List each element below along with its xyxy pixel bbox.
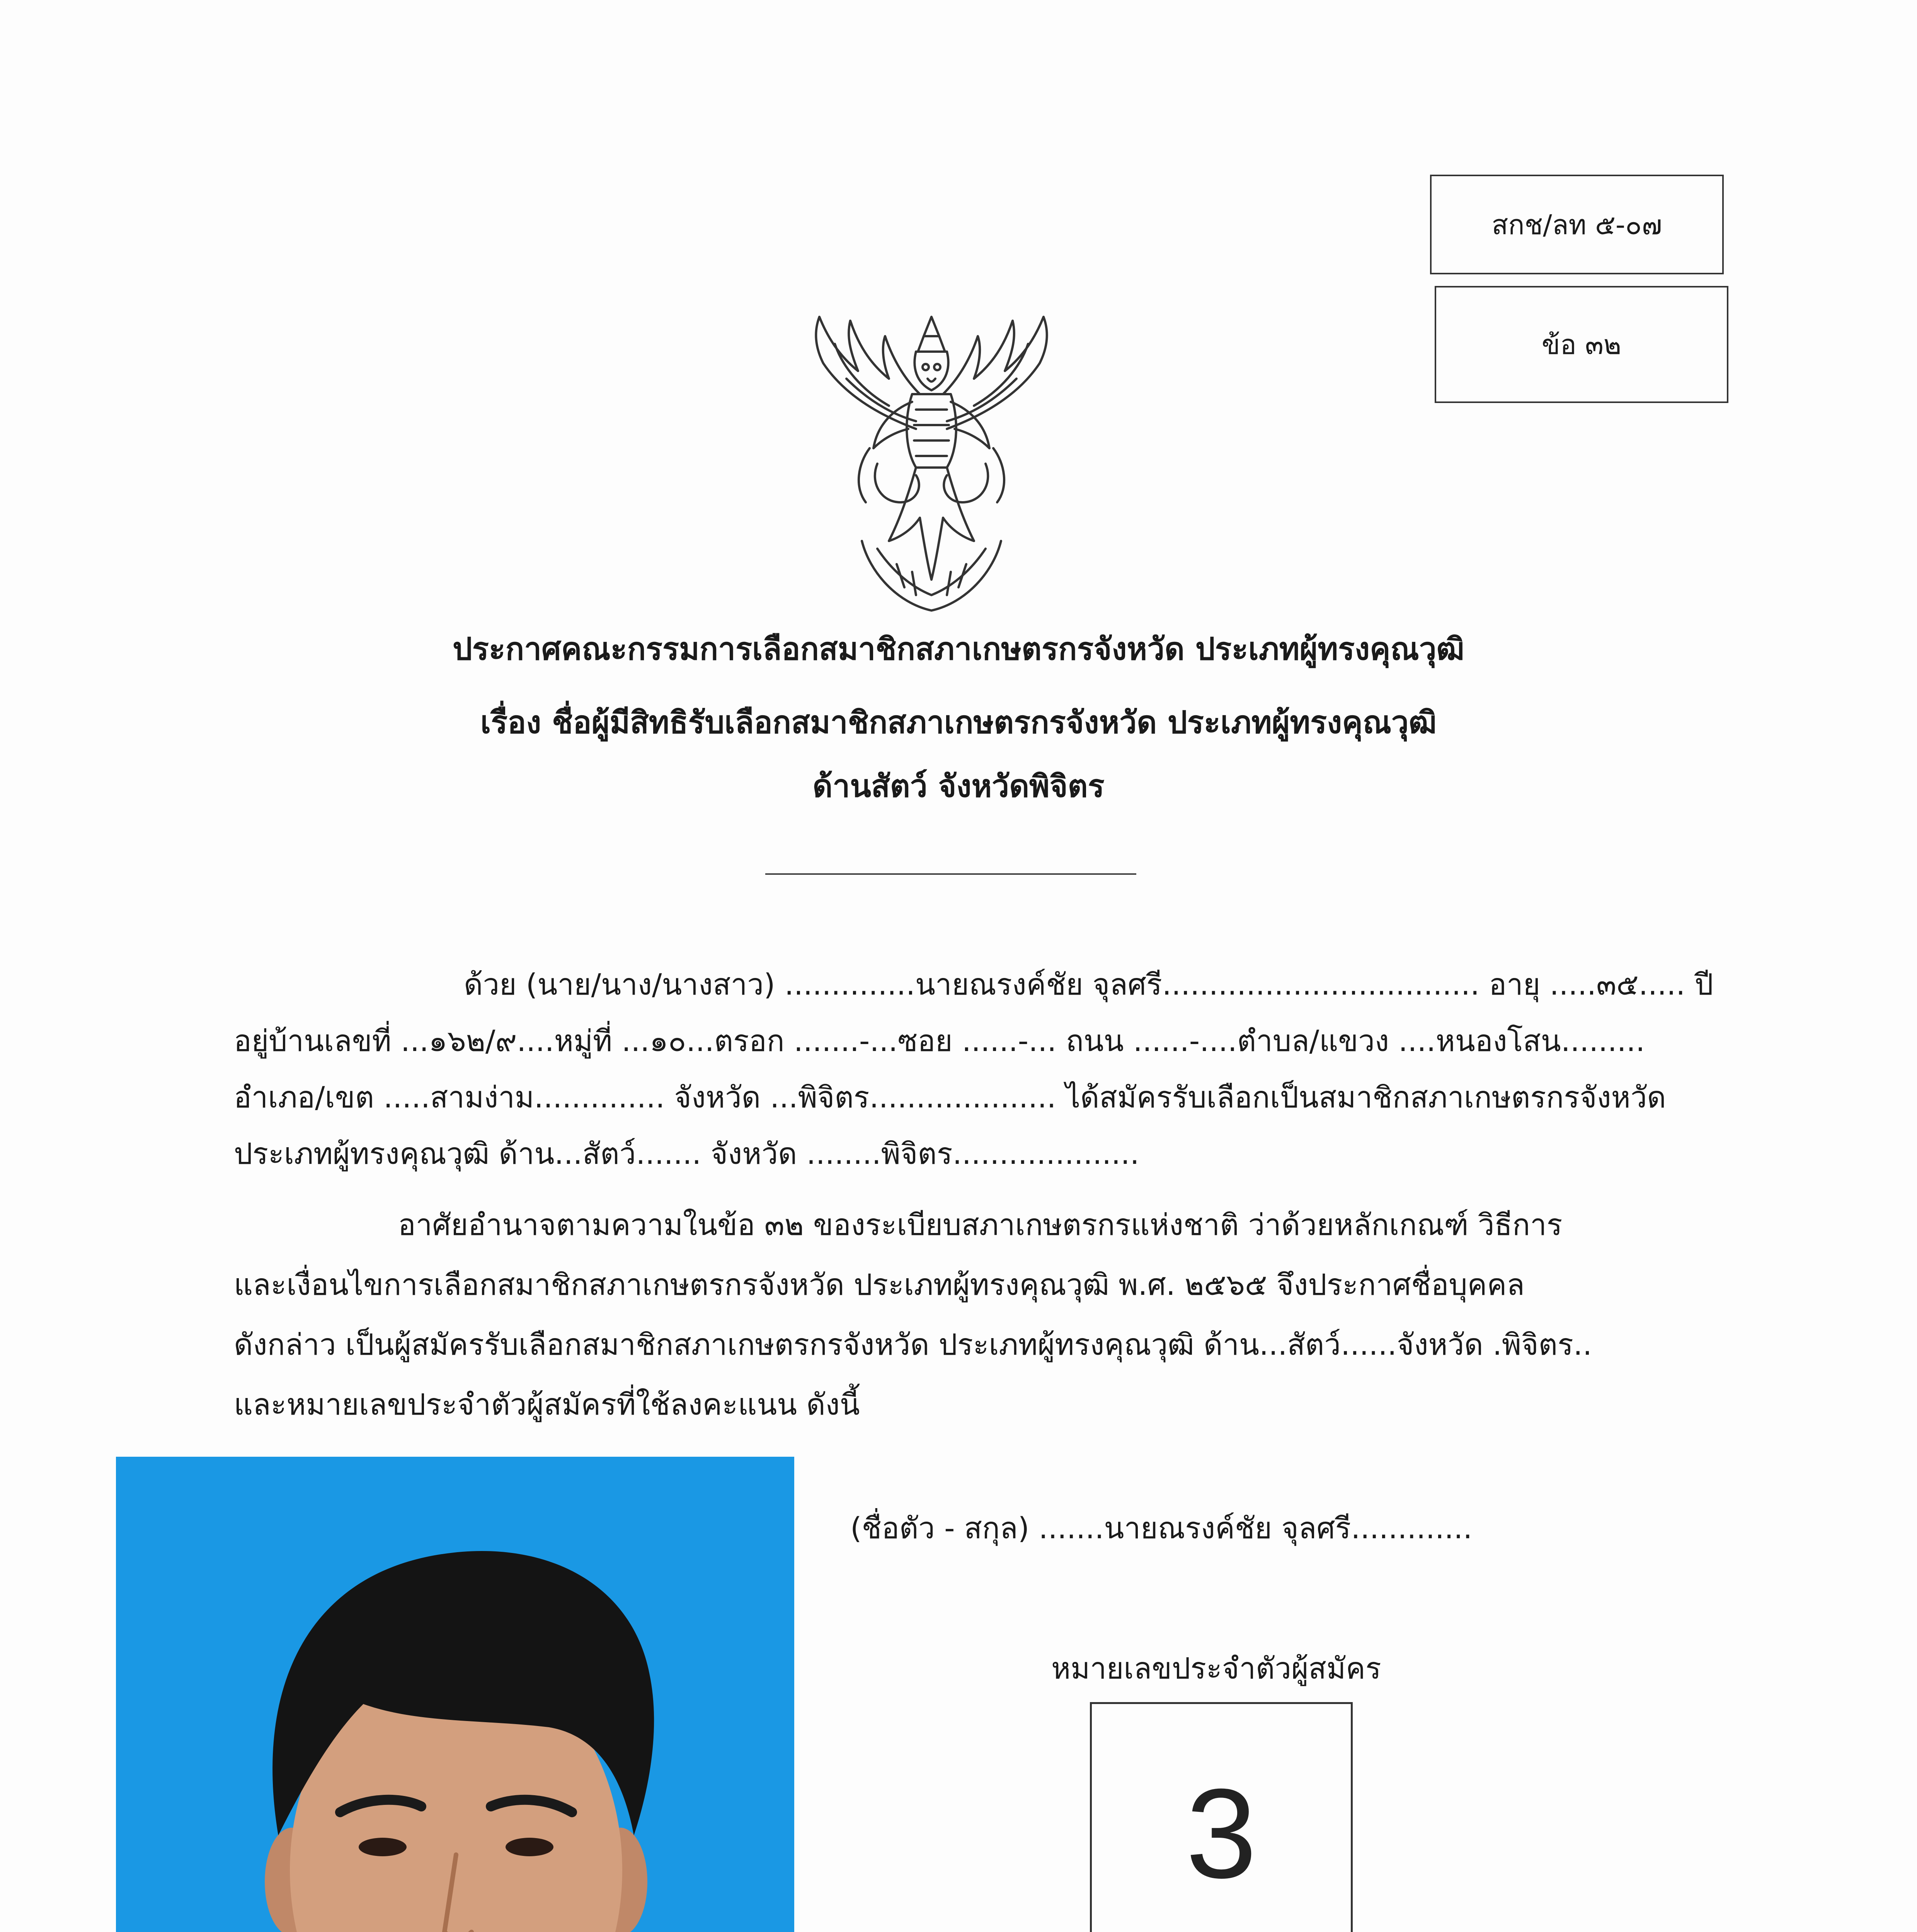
clause-box xyxy=(1435,286,1728,403)
clause-number: ข้อ ๓๒ xyxy=(1541,329,1622,361)
announcement-title: ประกาศคณะกรรมการเลือกสมาชิกสภาเกษตรกรจังหวัด ประเภทผู้ทรงคุณวุฒิ xyxy=(453,631,1464,667)
authority-line-4: และหมายเลขประจำตัวผู้สมัครที่ใช้ลงคะแนน ดังนี้ xyxy=(234,1387,860,1422)
candidate-number: 3 xyxy=(1186,1762,1257,1905)
candidate-name: (ชื่อตัว - สกุล) .......นายณรงค์ชัย จุลศรี............. xyxy=(850,1511,1473,1545)
body-line-2: อยู่บ้านเลขที่ ...๑๖๒/๙....หมู่ที่ ...๑๐...ตรอก .......-...ซอย ......-... ถนน ......-....ตำบล/แขวง ....หนองโสน......... xyxy=(234,1024,1645,1058)
authority-line-1: อาศัยอำนาจตามความในข้อ ๓๒ ของระเบียบสภาเกษตรกรแห่งชาติ ว่าด้วยหลักเกณฑ์ วิธีการ xyxy=(398,1208,1563,1242)
body-line-3: อำเภอ/เขต .....สามง่าม.............. จังหวัด ...พิจิตร.................... ได้สมัครรับเลือกเป็นสมาชิกสภาเกษตรกรจังหวัด xyxy=(234,1080,1666,1114)
form-code-box xyxy=(1430,175,1724,274)
candidate-number-box xyxy=(1090,1702,1353,1932)
authority-line-3: ดังกล่าว เป็นผู้สมัครรับเลือกสมาชิกสภาเกษตรกรจังหวัด ประเภทผู้ทรงคุณวุฒิ ด้าน...สัตว์......จังหวัด .พิจิตร.. xyxy=(234,1327,1592,1362)
form-code: สกช/ลท ๕-๐๗ xyxy=(1491,209,1662,241)
authority-line-2: และเงื่อนไขการเลือกสมาชิกสภาเกษตรกรจังหวัด ประเภทผู้ทรงคุณวุฒิ พ.ศ. ๒๕๖๕ จึงประกาศชื่อบุคคล xyxy=(234,1267,1525,1302)
body-line-1: ด้วย (นาย/นาง/นางสาว) ..............นายณรงค์ชัย จุลศรี.................................. อายุ .....๓๕..... ปี xyxy=(464,967,1713,1002)
body-line-4: ประเภทผู้ทรงคุณวุฒิ ด้าน...สัตว์....... จังหวัด ........พิจิตร.................... xyxy=(234,1136,1139,1171)
candidate-photo xyxy=(116,1457,794,1932)
subject-line-2: ด้านสัตว์ จังหวัดพิจิตร xyxy=(812,768,1105,804)
title-divider xyxy=(765,873,1136,875)
subject-line: เรื่อง ชื่อผู้มีสิทธิรับเลือกสมาชิกสภาเกษตรกรจังหวัด ประเภทผู้ทรงคุณวุฒิ xyxy=(480,704,1437,740)
garuda-emblem-icon xyxy=(800,301,1063,618)
candidate-number-label: หมายเลขประจำตัวผู้สมัคร xyxy=(1051,1651,1381,1685)
candidate-portrait-image xyxy=(116,1457,794,1932)
